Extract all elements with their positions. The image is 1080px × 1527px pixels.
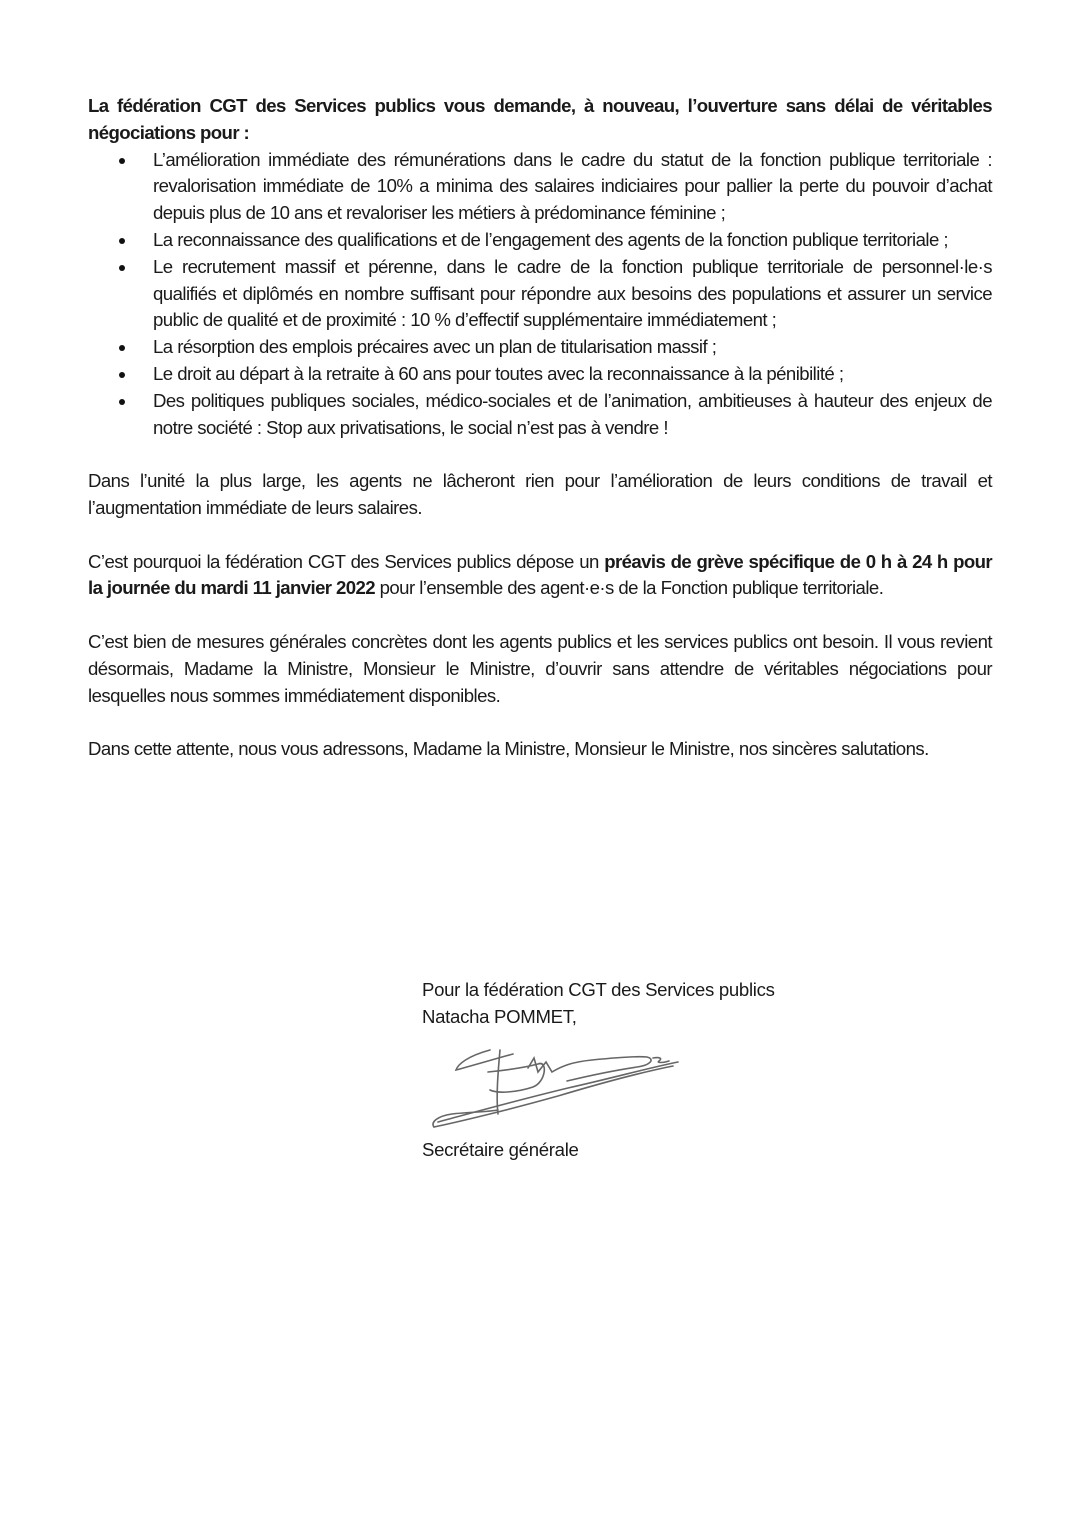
bullet-icon	[119, 372, 125, 378]
letter-body	[88, 93, 992, 763]
measures-paragraph: C’est bien de mesures générales concrètes dont les agents publics et les services publics ont besoin. Il vous revient désormais, Madame la Ministre, Monsieur le Ministre, d’ouvrir sans attendre de véritables négociations pour lesquelles nous sommes immédiatement disponibles.	[88, 630, 992, 706]
list-item: Le recrutement massif et pérenne, dans le cadre de la fonction publique territoriale de personnel·le·s qualifiés et diplômés en nombre suffisant pour répondre aux besoins des populations et assurer un service public de qualité et de proximité : 10 % d’effectif supplémentaire immédiatement ;	[88, 254, 992, 334]
list-item: Le droit au départ à la retraite à 60 ans pour toutes avec la reconnaissance à la pénibilité ;	[88, 361, 992, 388]
list-item: Des politiques publiques sociales, médico-sociales et de l’animation, ambitieuses à hauteur des enjeux de notre société : Stop aux privatisations, le social n’est pas à vendre !	[88, 388, 992, 442]
signatory-organization: Pour la fédération CGT des Services publics	[422, 979, 775, 1000]
unity-paragraph: Dans l’unité la plus large, les agents ne lâcheront rien pour l’amélioration de leurs conditions de travail et l’augmentation immédiate de leurs salaires.	[88, 470, 992, 518]
bullet-icon	[119, 265, 125, 271]
handwritten-signature	[428, 1042, 683, 1137]
bullet-icon	[119, 345, 125, 351]
closing-paragraph: Dans cette attente, nous vous adressons, Madame la Ministre, Monsieur le Ministre, nos sincères salutations.	[88, 738, 929, 760]
list-item: L’amélioration immédiate des rémunérations dans le cadre du statut de la fonction publique territoriale : revalorisation immédiate de 10% a minima des salaires indiciaires pour pallier la perte du pouvoir d’achat depuis plus de 10 ans et revaloriser les métiers à prédominance féminine ;	[88, 147, 992, 227]
demands-list	[88, 147, 992, 442]
signatory-title: Secrétaire générale	[422, 1139, 579, 1160]
bullet-icon	[119, 158, 125, 164]
bullet-icon	[119, 238, 125, 244]
strike-notice-paragraph: C’est pourquoi la fédération CGT des Services publics dépose un préavis de grève spécifique de 0 h à 24 h pour la journée du mardi 11 janvier 2022 pour l’ensemble des agent·e·s de la Fonction publique territoriale.	[88, 550, 992, 599]
list-item: La reconnaissance des qualifications et de l’engagement des agents de la fonction publique territoriale ;	[88, 227, 992, 254]
strike-notice-highlight: préavis de grève spécifique de 0 h à 24 h pour la journée du mardi 11 janvier 2022	[88, 550, 992, 599]
signature-block	[422, 977, 842, 1031]
bullet-icon	[119, 399, 125, 405]
intro-paragraph: La fédération CGT des Services publics vous demande, à nouveau, l’ouverture sans délai de véritables négociations pour :	[88, 95, 992, 143]
list-item: La résorption des emplois précaires avec un plan de titularisation massif ;	[88, 334, 992, 361]
signatory-name: Natacha POMMET,	[422, 1005, 577, 1027]
